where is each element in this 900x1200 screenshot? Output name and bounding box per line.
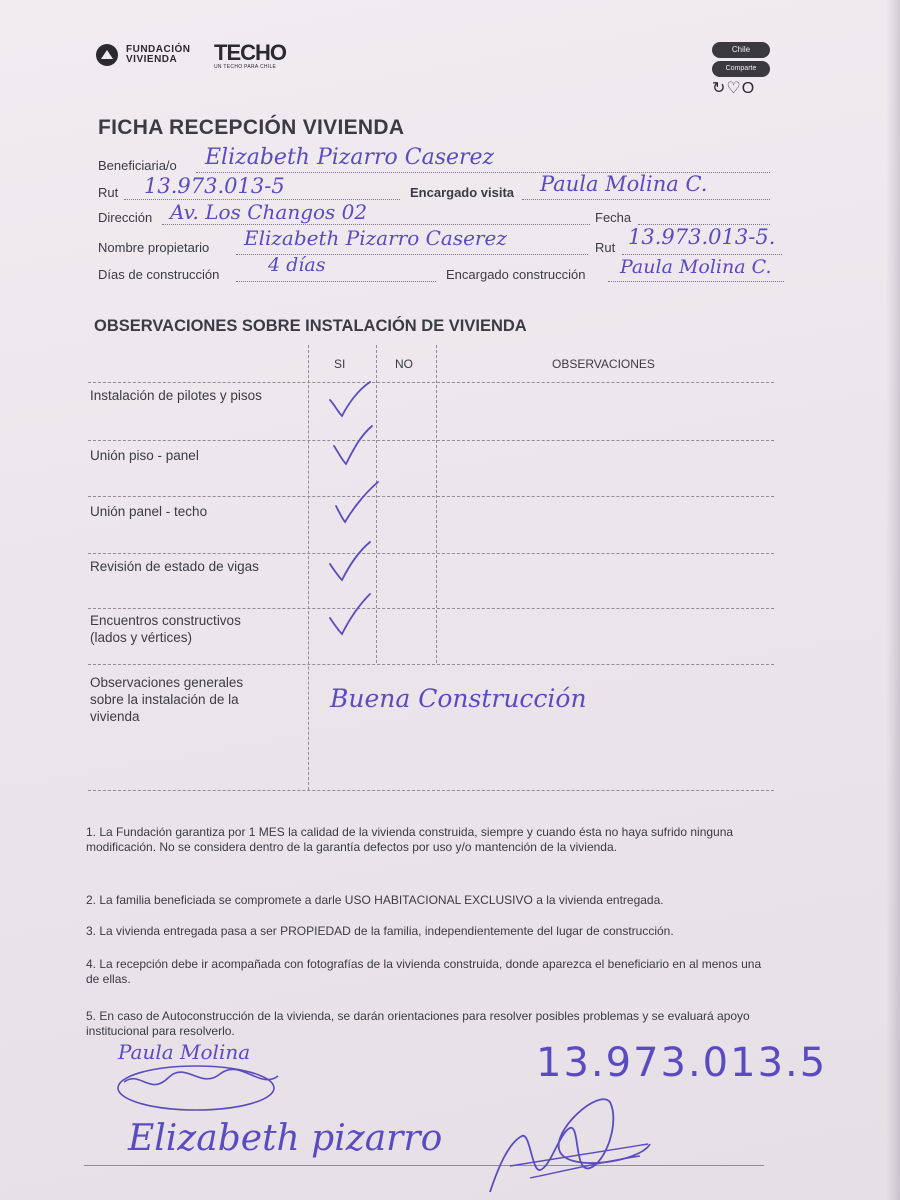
paper-edge-shadow [886, 0, 900, 1200]
observaciones-section-title: OBSERVACIONES SOBRE INSTALACIÓN DE VIVIENDA [94, 317, 527, 335]
note-1: 1. La Fundación garantiza por 1 MES la calidad de la vivienda construida, siempre y cuando ésta no haya sufrido ninguna modificación. No se considera dentro de la garantía defectos por uso y/o mantención de la vivienda. [86, 825, 734, 854]
label-rut-propietario: Rut [595, 240, 616, 255]
encargado-visita-value[interactable]: Paula Molina C. [540, 172, 708, 196]
label-direccion: Dirección [98, 210, 153, 225]
techo-chile-badge [712, 42, 772, 98]
note-2: 2. La familia beneficiada se compromete a darle USO HABITACIONAL EXCLUSIVO a la vivienda entregada. [86, 893, 664, 907]
dias-construccion-value[interactable]: 4 días [268, 254, 326, 276]
label-dias-construccion: Días de construcción [98, 267, 220, 282]
encargado-construccion-value[interactable]: Paula Molina C. [620, 256, 772, 278]
rut-value[interactable]: 13.973.013-5 [144, 174, 285, 198]
table-row-divider [88, 440, 774, 441]
encargado-construccion-line [608, 281, 784, 282]
checkmark-icon[interactable] [326, 592, 374, 638]
observacion-general-value[interactable]: Buena Construcción [330, 684, 587, 713]
rut-propietario-line [622, 254, 782, 255]
column-header-observaciones: OBSERVACIONES [552, 357, 655, 371]
note-5: 5. En caso de Autoconstrucción de la vivienda, se darán orientaciones para resolver posibles problemas y se evaluará apoyo institucional para resolverlo. [86, 1009, 750, 1038]
label-nombre-propietario: Nombre propietario [98, 240, 210, 255]
checkmark-icon[interactable] [330, 480, 382, 526]
table-col-divider [436, 345, 437, 663]
label-encargado-visita: Encargado visita [410, 185, 515, 200]
table-row-divider [88, 664, 774, 665]
label-rut: Rut [98, 185, 119, 200]
column-header-no: NO [395, 357, 413, 371]
table-row-divider [88, 382, 774, 383]
beneficiario-signature-icon [470, 1092, 670, 1200]
table-row-divider [88, 553, 774, 554]
label-fecha: Fecha [595, 210, 632, 225]
handwritten-rut: 13.973.013.5 [536, 1040, 828, 1086]
note-3: 3. La vivienda entregada pasa a ser PROPIEDAD de la familia, independientemente del lugar de construcción. [86, 924, 674, 938]
column-header-si: SI [334, 357, 346, 371]
note-4: 4. La recepción debe ir acompañada con fotografías de la vivienda construida, donde aparezca el beneficiario en al menos una de ellas. [86, 957, 762, 986]
fundacion-vivienda-logo [96, 44, 191, 66]
nombre-propietario-value[interactable]: Elizabeth Pizarro Caserez [244, 226, 507, 250]
table-row-divider [88, 608, 774, 609]
row-label-pilotes: Instalación de pilotes y pisos [90, 388, 262, 403]
encargado-visita-line [522, 199, 770, 200]
beneficiario-value[interactable]: Elizabeth Pizarro Caserez [205, 145, 495, 170]
row-label-vigas: Revisión de estado de vigas [90, 559, 259, 574]
dias-construccion-line [236, 281, 436, 282]
techo-logo [214, 42, 286, 70]
comparte-badge: Comparte [712, 61, 770, 77]
chile-badge: Chile [712, 42, 770, 58]
rut-propietario-value[interactable]: 13.973.013-5. [628, 225, 776, 249]
fundacion-logo-icon [96, 44, 118, 66]
encargado-signature-icon [110, 1060, 290, 1120]
row-label-encuentros: Encuentros constructivos (lados y vértices) [90, 613, 241, 645]
checkmark-icon[interactable] [326, 380, 374, 420]
row-label-piso-panel: Unión piso - panel [90, 448, 199, 463]
form-title: FICHA RECEPCIÓN VIVIENDA [98, 116, 405, 139]
logo-text-line1: FUNDACIÓN [126, 44, 191, 55]
row-label-panel-techo: Unión panel - techo [90, 504, 208, 519]
label-beneficiario: Beneficiaria/o [98, 158, 177, 173]
techo-logo-subtitle: UN TECHO PARA CHILE [214, 64, 277, 70]
badge-symbols-icon: ↻♡O [712, 80, 756, 97]
logo-text-line2: VIVIENDA [126, 54, 178, 65]
techo-logo-text: TECHO [214, 40, 286, 65]
checkmark-icon[interactable] [330, 424, 376, 468]
beneficiario-signature-name: Elizabeth pizarro [128, 1118, 443, 1159]
direccion-value[interactable]: Av. Los Changos 02 [170, 200, 368, 224]
label-encargado-construccion: Encargado construcción [446, 267, 586, 282]
encargado-signature-text: Paula Molina [118, 1040, 251, 1064]
direccion-line [162, 224, 590, 225]
row-label-observaciones-generales: Observaciones generales sobre la instalación de la vivienda [90, 675, 244, 724]
table-col-divider [308, 345, 309, 790]
checkmark-icon[interactable] [326, 540, 374, 584]
table-row-divider [88, 790, 774, 791]
table-row-divider [88, 496, 774, 497]
